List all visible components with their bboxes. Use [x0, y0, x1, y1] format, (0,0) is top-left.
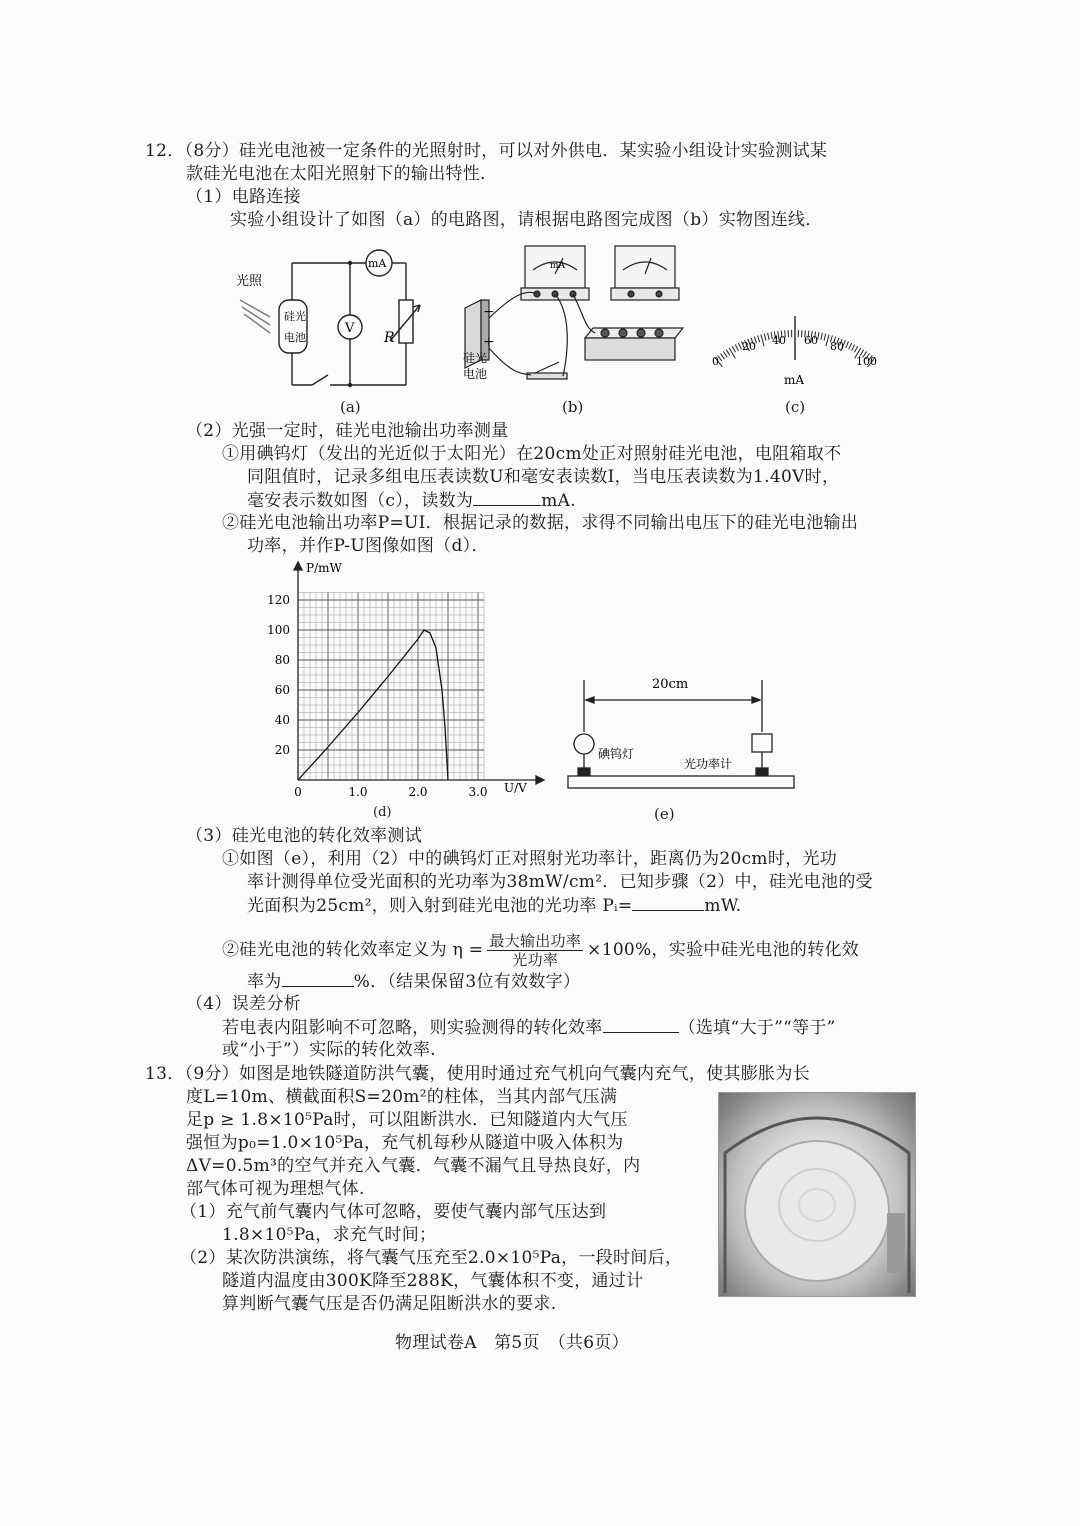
q12-part2-line3-pre: 毫安表示数如图（c），读数为	[247, 491, 474, 511]
scale-tick-80: 80	[830, 340, 844, 353]
page-footer: 物理试卷A 第5页 （共6页）	[395, 1333, 629, 1353]
figure-c-caption: (c)	[785, 398, 806, 416]
q12-part2-line5: 功率，并作P-U图像如图（d）．	[247, 536, 489, 556]
pu-ytick-label: 20	[274, 743, 290, 757]
q13-line3: 足p ≥ 1.8×10⁵Pa时，可以阻断洪水．已知隧道内大气压	[186, 1110, 628, 1130]
efficiency-def-pre: ②硅光电池的转化效率定义为 η =	[222, 940, 484, 960]
q13-line4: 强恒为p₀=1.0×10⁵Pa，充气机每秒从隧道中吸入体积为	[186, 1133, 624, 1153]
answer-blank-incident-power[interactable]	[632, 894, 704, 911]
q13-sub2-line2: 隧道内温度由300K降至288K，气囊体积不变，通过计	[222, 1271, 644, 1291]
scale-tick-mark	[849, 343, 852, 349]
airbag-illustration	[719, 1093, 915, 1296]
efficiency-def-post: ×100%，实验中硅光电池的转化效	[587, 940, 860, 960]
q13-sub1-line1: （1）充气前气囊内气体可忽略，要使气囊内部气压达到	[180, 1202, 607, 1222]
fraction-numerator: 最大输出功率	[489, 932, 582, 950]
q12-part3-line5	[247, 970, 580, 993]
tunnel-airbag-photo	[718, 1092, 916, 1297]
pu-xtick-label: 0	[294, 785, 302, 799]
scale-tick-mark	[732, 346, 735, 352]
scale-tick-mark	[723, 352, 727, 358]
q12-part3-line4	[222, 930, 859, 970]
scale-tick-mark	[721, 354, 725, 360]
q12-part4-title: （4）误差分析	[186, 994, 301, 1014]
q12-part2-line2: 同阻值时，记录多组电压表读数U和毫安表读数I，当电压表读数为1.40V时，	[247, 467, 840, 487]
scale-tick-40: 40	[772, 334, 786, 347]
q12-part2-line4: ②硅光电池输出功率P=UI．根据记录的数据，求得不同输出电压下的硅光电池输出	[222, 513, 859, 533]
q13-sub2-line1: （2）某次防洪演练，将气囊气压充至2.0×10⁵Pa，一段时间后，	[180, 1248, 683, 1268]
figure-d-caption: (d)	[373, 805, 392, 820]
q12-part3-line2: 率计测得单位受光面积的光功率为38mW/cm²．已知步骤（2）中，硅光电池的受	[247, 872, 873, 892]
pu-ylabel: P/mW	[306, 561, 342, 575]
q13-sub1-line2: 1.8×10⁵Pa，求充气时间；	[222, 1225, 437, 1245]
q12-part4-line1-pre: 若电表内阻影响不可忽略，则实验测得的转化效率	[222, 1018, 603, 1038]
q12-part3-line3-post: mW.	[704, 896, 742, 916]
q12-part3-line3-pre: 光面积为25cm²，则入射到硅光电池的光功率 Pᵢ=	[247, 896, 633, 916]
q12-part3-line3	[247, 894, 741, 917]
q12-part3-title: （3）硅光电池的转化效率测试	[186, 826, 423, 846]
figure-e-caption: (e)	[654, 805, 675, 823]
voltmeter-symbol: V	[345, 321, 355, 336]
q12-part3-line5-pre: 率为	[247, 972, 282, 992]
scale-tick-0: 0	[712, 355, 719, 368]
answer-blank-comparison[interactable]	[603, 1016, 679, 1033]
figure-d-pu-chart	[258, 558, 548, 804]
scale-tick-60: 60	[804, 334, 818, 347]
q12-part2-line3	[247, 489, 576, 512]
pu-ytick-label: 60	[274, 683, 290, 697]
scale-tick-100: 100	[856, 355, 877, 368]
distance-label: 20cm	[652, 677, 689, 692]
power-meter-label: 光功率计	[684, 757, 733, 771]
scale-tick-mark	[821, 333, 823, 340]
fraction-denominator: 光功率	[512, 951, 559, 969]
figure-a-circuit	[230, 245, 430, 425]
milliammeter-symbol: mA	[368, 257, 387, 270]
scale-tick-mark	[852, 345, 855, 351]
meter-ma-label: mA	[550, 261, 566, 271]
scale-tick-mark	[738, 343, 741, 349]
pu-xtick-label: 1.0	[348, 785, 368, 799]
q12-part2-line3-post: mA.	[541, 491, 576, 511]
lamp-label: 碘钨灯	[598, 747, 635, 761]
cell-b-label-line1: 硅光	[463, 351, 488, 365]
figure-b-apparatus	[455, 238, 705, 388]
answer-blank-efficiency[interactable]	[282, 970, 354, 987]
scale-tick-20: 20	[742, 340, 756, 353]
cell-minus: −	[483, 304, 495, 320]
q13-line1: 13．（9分）如图是地铁隧道防洪气囊，使用时通过充气机向气囊内充气，使其膨胀为长	[145, 1064, 810, 1084]
q12-part2-line1: ①用碘钨灯（发出的光近似于太阳光）在20cm处正对照射硅光电池，电阻箱取不	[222, 444, 842, 464]
pu-ytick-label: 100	[267, 623, 290, 637]
scale-tick-mark	[726, 350, 730, 356]
scale-tick-mark	[735, 345, 738, 351]
q12-part4-line1	[222, 1016, 836, 1039]
light-label: 光照	[236, 274, 263, 289]
scale-tick-mark	[846, 342, 849, 348]
scale-tick-mark	[768, 333, 770, 340]
q13-line6: 部气体可视为理想气体.	[186, 1179, 365, 1199]
scale-tick-mark	[764, 334, 766, 341]
q12-part1-text: 实验小组设计了如图（a）的电路图，请根据电路图完成图（b）实物图连线．	[230, 210, 823, 230]
pu-xlabel: U/V	[504, 781, 527, 795]
scale-tick-mark	[758, 336, 760, 343]
q13-line5: ΔV=0.5m³的空气并充入气囊．气囊不漏气且导热良好，内	[186, 1156, 641, 1176]
efficiency-fraction	[487, 932, 583, 969]
resistor-label: R	[384, 330, 395, 346]
scale-tick-mark	[761, 335, 764, 347]
q12-part4-line1-post: （选填“大于”“等于”	[678, 1018, 836, 1038]
figure-c-ammeter-scale	[700, 310, 890, 395]
q12-part4-line2: 或“小于”）实际的转化效率.	[222, 1040, 436, 1060]
answer-blank-ma-reading[interactable]	[473, 489, 541, 506]
q12-intro-line1: 12．（8分）硅光电池被一定条件的光照射时，可以对外供电．某实验小组设计实验测试某	[145, 141, 828, 161]
scale-tick-mark	[826, 335, 829, 347]
cell-label-line1: 硅光	[284, 310, 306, 323]
q13-sub2-line3: 算判断气囊气压是否仍满足阻断洪水的要求.	[222, 1294, 557, 1314]
pu-ytick-label: 80	[274, 653, 290, 667]
figure-e-setup	[560, 660, 810, 795]
pu-ytick-label: 40	[274, 713, 290, 727]
scale-tick-mark	[854, 346, 857, 352]
scale-unit: mA	[784, 373, 805, 387]
cell-label-line2: 电池	[284, 331, 306, 344]
q12-part3-line5-post: %．（结果保留3位有效数字）	[353, 972, 581, 992]
q12-part1-title: （1）电路连接	[186, 187, 301, 207]
q12-part3-line1: ①如图（e），利用（2）中的碘钨灯正对照射光功率计，距离仍为20cm时，光功	[222, 849, 838, 869]
figure-b-caption: (b)	[562, 398, 584, 416]
pu-xtick-label: 3.0	[468, 785, 488, 799]
scale-tick-mark	[824, 334, 826, 341]
cell-plus: +	[483, 334, 495, 350]
q12-part2-title: （2）光强一定时，硅光电池输出功率测量	[186, 421, 509, 441]
figure-a-caption: (a)	[340, 398, 361, 416]
cell-b-label-line2: 电池	[463, 367, 488, 381]
pu-xtick-label: 2.0	[408, 785, 428, 799]
q13-line2: 度L=10m、横截面积S=20m²的柱体，当其内部气压满	[186, 1087, 618, 1107]
pu-ytick-label: 120	[267, 593, 290, 607]
q12-intro-line2: 款硅光电池在太阳光照射下的输出特性．	[186, 164, 498, 184]
